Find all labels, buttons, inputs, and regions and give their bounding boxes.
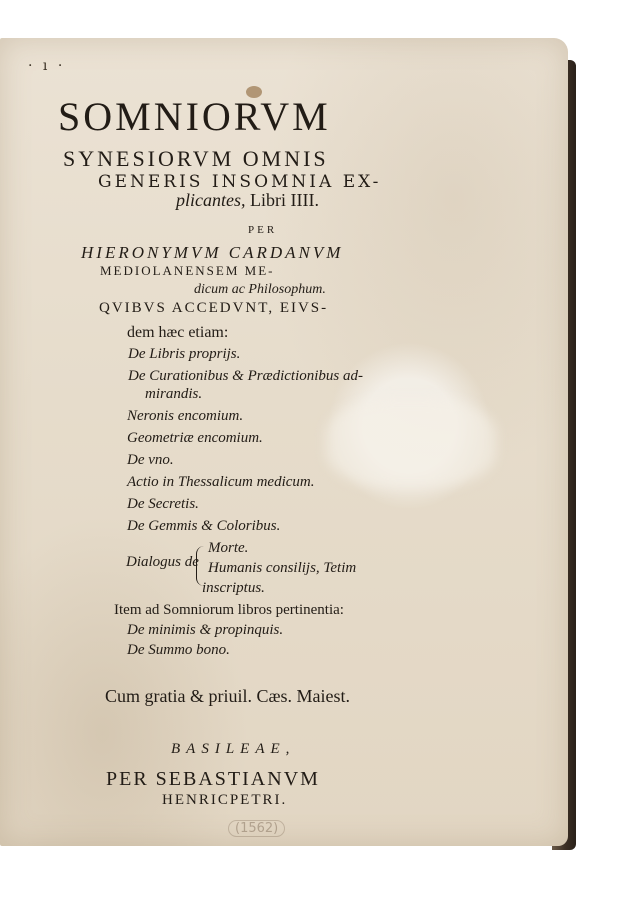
pertinentia-item: De minimis & propinquis. <box>127 622 284 638</box>
quibus-line-2: dem hæc etiam: <box>127 324 229 341</box>
corner-marks: · ı · <box>28 58 66 74</box>
dialogus-label: Dialogus de <box>126 554 199 570</box>
contents-item: De Curationibus & Prædictionibus ad- <box>128 368 364 384</box>
per-line: PER <box>248 224 278 236</box>
contents-item: De Libris proprijs. <box>128 346 241 362</box>
author-line-3: dicum ac Philosophum. <box>194 282 326 297</box>
imprint-printer-1: PER SEBASTIANVM <box>106 768 320 790</box>
title-line-4-roman: Libri IIII. <box>245 190 319 210</box>
contents-item: Neronis encomium. <box>127 408 244 424</box>
contents-item: Actio in Thessalicum medicum. <box>127 474 315 490</box>
title-line-2: SYNESIORVM OMNIS <box>63 146 329 171</box>
dialogus-item: Morte. <box>208 540 249 556</box>
contents-item: mirandis. <box>145 386 203 402</box>
dialogus-item: Humanis consilijs, Tetim <box>208 560 357 576</box>
title-page <box>0 38 568 846</box>
contents-item: De Secretis. <box>127 496 199 512</box>
imprint-printer-2: HENRICPETRI. <box>162 792 288 808</box>
author-line-1: HIERONYMVM CARDANVM <box>81 243 344 262</box>
privilege-line: Cum gratia & priuil. Cæs. Maiest. <box>105 686 350 706</box>
contents-item: Geometriæ encomium. <box>127 430 263 446</box>
book-title: SOMNIORVM <box>58 94 331 139</box>
pertinentia-item: De Summo bono. <box>127 642 230 658</box>
imprint-city: BASILEAE, <box>171 741 296 757</box>
paper-smudge <box>326 398 496 488</box>
contents-item: De vno. <box>127 452 174 468</box>
pencil-annotation: (1562) <box>228 820 285 837</box>
quibus-line-1: QVIBVS ACCEDVNT, EIVS- <box>99 300 329 316</box>
title-line-3: GENERIS INSOMNIA EX- <box>98 172 382 192</box>
item-line: Item ad Somniorum libros pertinentia: <box>114 602 344 618</box>
title-line-4 <box>176 190 319 211</box>
dialogus-item: inscriptus. <box>202 580 265 596</box>
title-line-4-italic: plicantes, <box>176 190 246 210</box>
contents-item: De Gemmis & Coloribus. <box>127 518 281 534</box>
author-line-2: MEDIOLANENSEM ME- <box>100 263 275 278</box>
